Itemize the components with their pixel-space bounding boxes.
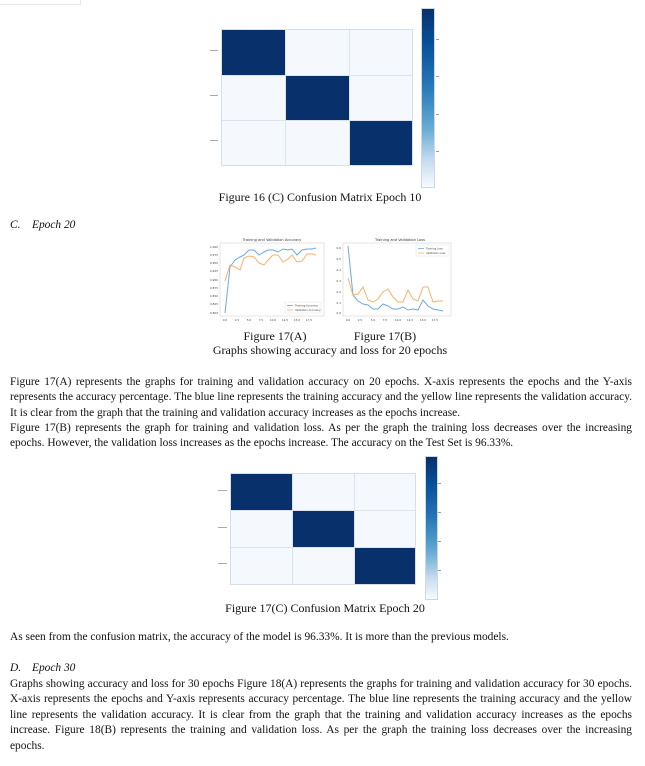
svg-text:0.6: 0.6 (336, 246, 341, 250)
svg-text:0.875: 0.875 (209, 286, 218, 290)
section-d-title: Epoch 30 (32, 662, 76, 674)
svg-text:17.5: 17.5 (305, 318, 313, 322)
svg-text:Validation Accuracy: Validation Accuracy (295, 309, 321, 312)
svg-text:2.5: 2.5 (357, 318, 363, 322)
figure-17b-caption: Figure 17(B) (353, 329, 417, 343)
cm-cell-2-2 (349, 120, 412, 165)
svg-text:0.950: 0.950 (209, 261, 218, 265)
accuracy-chart-svg (200, 234, 326, 326)
svg-text:12.5: 12.5 (281, 318, 289, 322)
svg-text:10.0: 10.0 (394, 318, 402, 322)
svg-text:0.2: 0.2 (336, 290, 341, 294)
svg-text:0.0: 0.0 (345, 318, 351, 322)
svg-text:Training and Validation Accura: Training and Validation Accuracy (242, 238, 302, 242)
svg-text:5.0: 5.0 (370, 318, 376, 322)
svg-text:7.5: 7.5 (382, 318, 388, 322)
svg-text:10.0: 10.0 (269, 318, 277, 322)
svg-text:0.5: 0.5 (336, 257, 341, 261)
accuracy-chart (200, 234, 326, 326)
paragraph-fig17ab-accuracy: Figure 17(A) represents the graphs for training and validation accuracy on 20 epochs. X-axis represents the epochs and the Y-axis represents the accuracy percentage. The blue line represents the training accuracy and the yellow line represents the validation accuracy. It is clear from the graph that the training and validation accuracy increases as the epochs increase. (10, 376, 632, 419)
svg-text:0.0: 0.0 (336, 311, 341, 315)
svg-text:1.000: 1.000 (209, 245, 218, 249)
cm-ylabel-tick (210, 50, 218, 51)
cm20-cell-1-1 (292, 510, 354, 547)
svg-text:Training and Validation Loss: Training and Validation Loss (375, 238, 425, 242)
svg-text:0.925: 0.925 (209, 269, 218, 273)
section-d-number: D. (10, 662, 22, 674)
colorbar-epoch-10 (421, 8, 435, 188)
paragraph-fig17b-loss: Figure 17(B) represents the graph for training and validation loss. As per the graph the training loss decreases over the increasing epochs. However, the validation loss increases as the epochs increase. The accuracy on the Test Set is 96.33%. (10, 422, 632, 450)
svg-text:0.850: 0.850 (209, 294, 218, 298)
loss-chart (330, 234, 454, 326)
figure-17c-caption: Figure 17(C) Confusion Matrix Epoch 20 (225, 601, 425, 615)
paragraph-confusion-matrix-accuracy: As seen from the confusion matrix, the accuracy of the model is 96.33%. It is more than the previous models. (10, 631, 509, 643)
cm20-cell-0-0 (231, 474, 292, 510)
svg-text:5.0: 5.0 (246, 318, 252, 322)
colorbar-epoch-20 (425, 456, 438, 600)
svg-text:Validation Loss: Validation Loss (426, 252, 446, 255)
svg-text:0.0: 0.0 (222, 318, 228, 322)
validation-loss-line (348, 278, 443, 302)
previous-figure-fragment (0, 0, 81, 5)
cm-cell-0-0 (222, 30, 285, 75)
section-c-title: Epoch 20 (32, 219, 76, 231)
figure-17a-caption: Figure 17(A) (243, 329, 307, 343)
svg-text:0.825: 0.825 (209, 302, 218, 306)
section-c-heading (10, 219, 75, 231)
svg-text:7.5: 7.5 (258, 318, 264, 322)
svg-text:12.5: 12.5 (406, 318, 414, 322)
svg-text:0.975: 0.975 (209, 253, 218, 257)
svg-text:2.5: 2.5 (234, 318, 240, 322)
svg-text:0.4: 0.4 (336, 268, 341, 272)
cm-ylabel-tick (210, 95, 218, 96)
svg-text:Training Accuracy: Training Accuracy (295, 304, 318, 308)
svg-text:15.0: 15.0 (419, 318, 427, 322)
svg-text:0.800: 0.800 (209, 311, 218, 315)
svg-text:17.5: 17.5 (431, 318, 439, 322)
confusion-matrix-epoch-10 (221, 29, 413, 166)
figure-17-caption: Graphs showing accuracy and loss for 20 epochs (212, 343, 448, 357)
paragraph-epoch-30: Graphs showing accuracy and loss for 30 epochs Figure 18(A) represents the graphs for training and validation accuracy for 30 epochs. X-axis represents the epochs and Y-axis represents accuracy percentage. The blue line represents the training accuracy and the yellow line represents the validation accuracy. It is clear from the graph that the training and validation accuracy increases as the epochs increase. Figure 18(B) represents the training and validation loss. As per the graph the training loss decreases over the increasing epochs. (10, 678, 632, 752)
figure-16c-caption: Figure 16 (C) Confusion Matrix Epoch 10 (218, 190, 422, 204)
loss-chart-svg (330, 234, 454, 326)
svg-text:0.1: 0.1 (336, 301, 341, 305)
svg-text:15.0: 15.0 (293, 318, 301, 322)
cm-cell-1-1 (285, 75, 349, 120)
cm-ylabel-tick (210, 140, 218, 141)
confusion-matrix-epoch-20 (230, 473, 416, 585)
svg-text:0.900: 0.900 (209, 278, 218, 282)
section-c-number: C. (10, 219, 21, 231)
svg-text:Training Loss: Training Loss (426, 247, 443, 251)
section-d-heading (10, 662, 75, 674)
cm20-cell-2-2 (354, 547, 415, 584)
svg-text:0.3: 0.3 (336, 279, 341, 283)
